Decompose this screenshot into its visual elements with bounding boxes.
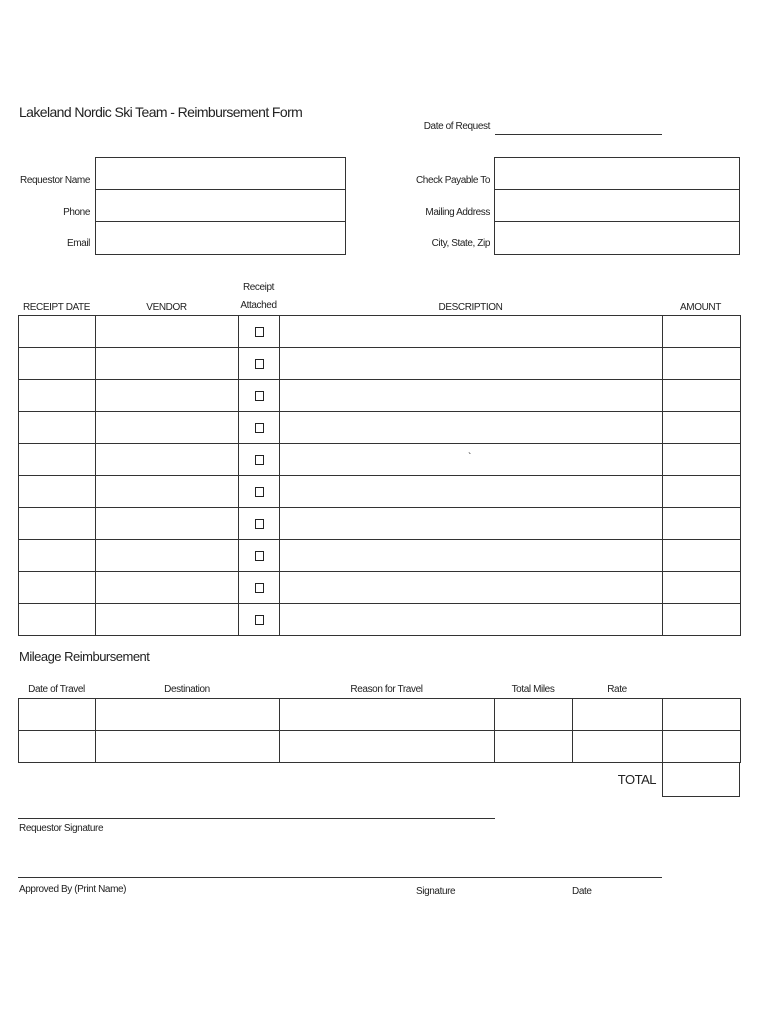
approval-line[interactable] xyxy=(18,877,662,878)
mailing-address-field[interactable] xyxy=(494,189,740,222)
total-amount-field[interactable] xyxy=(662,762,740,797)
vendor-cell[interactable] xyxy=(95,443,239,476)
vendor-cell[interactable] xyxy=(95,475,239,508)
vendor-cell[interactable] xyxy=(95,315,239,348)
receipt-attached-cell[interactable] xyxy=(238,475,280,508)
description-cell[interactable] xyxy=(279,347,663,380)
receipt-date-header: RECEIPT DATE xyxy=(22,302,91,313)
receipt-attached-checkbox[interactable] xyxy=(255,455,264,465)
requestor-name-label: Requestor Name xyxy=(20,175,90,186)
receipt-attached-cell[interactable] xyxy=(238,347,280,380)
receipt-attached-checkbox[interactable] xyxy=(255,583,264,593)
check-payable-label: Check Payable To xyxy=(415,175,490,186)
amount-cell[interactable] xyxy=(662,603,741,636)
reason-header: Reason for Travel xyxy=(350,684,423,695)
receipt-attached-cell[interactable] xyxy=(238,571,280,604)
email-field[interactable] xyxy=(95,221,346,255)
receipt-attached-checkbox[interactable] xyxy=(255,487,264,497)
receipt-attached-cell[interactable] xyxy=(238,315,280,348)
receipt-attached-cell[interactable] xyxy=(238,379,280,412)
vendor-cell[interactable] xyxy=(95,539,239,572)
mileage-date-header: Date of Travel xyxy=(28,684,85,695)
destination-header: Destination xyxy=(164,684,210,695)
receipt-attached-cell[interactable] xyxy=(238,603,280,636)
reason-cell[interactable] xyxy=(279,730,495,763)
receipt-date-cell[interactable] xyxy=(18,603,96,636)
vendor-cell[interactable] xyxy=(95,379,239,412)
amount-cell[interactable] xyxy=(662,571,741,604)
reason-cell[interactable] xyxy=(279,698,495,731)
rate-header: Rate xyxy=(607,684,627,695)
description-cell[interactable] xyxy=(279,379,663,412)
rate-cell[interactable] xyxy=(572,730,663,763)
requestor-signature-label: Requestor Signature xyxy=(19,823,104,834)
check-payable-field[interactable] xyxy=(494,157,740,190)
approved-by-label: Approved By (Print Name) xyxy=(19,884,127,895)
receipt-attached-header-line1: Receipt xyxy=(242,282,275,293)
receipt-date-cell[interactable] xyxy=(18,347,96,380)
city-state-zip-field[interactable] xyxy=(494,221,740,255)
receipt-attached-cell[interactable] xyxy=(238,507,280,540)
destination-cell[interactable] xyxy=(95,730,280,763)
total-miles-cell[interactable] xyxy=(494,698,573,731)
stray-mark: ` xyxy=(468,452,471,463)
date-of-request-field[interactable] xyxy=(495,134,662,135)
amount-cell[interactable] xyxy=(662,379,741,412)
city-state-zip-label: City, State, Zip xyxy=(431,238,490,249)
rate-cell[interactable] xyxy=(572,698,663,731)
description-cell[interactable] xyxy=(279,539,663,572)
vendor-cell[interactable] xyxy=(95,507,239,540)
date-label: Date xyxy=(572,886,592,897)
amount-cell[interactable] xyxy=(662,539,741,572)
amount-cell[interactable] xyxy=(662,411,741,444)
mileage-section-title: Mileage Reimbursement xyxy=(19,649,150,664)
requestor-signature-line[interactable] xyxy=(18,818,495,819)
receipt-attached-cell[interactable] xyxy=(238,539,280,572)
total-miles-header: Total Miles xyxy=(511,684,555,695)
receipt-attached-checkbox[interactable] xyxy=(255,391,264,401)
receipt-date-cell[interactable] xyxy=(18,475,96,508)
receipt-date-cell[interactable] xyxy=(18,571,96,604)
amount-header: AMOUNT xyxy=(680,302,721,313)
description-cell[interactable] xyxy=(279,443,663,476)
vendor-header: VENDOR xyxy=(146,302,187,313)
total-label: TOTAL xyxy=(617,772,656,787)
receipt-attached-cell[interactable] xyxy=(238,411,280,444)
requestor-name-field[interactable] xyxy=(95,157,346,190)
description-cell[interactable] xyxy=(279,411,663,444)
destination-cell[interactable] xyxy=(95,698,280,731)
vendor-cell[interactable] xyxy=(95,571,239,604)
phone-label: Phone xyxy=(63,207,90,218)
receipt-attached-checkbox[interactable] xyxy=(255,615,264,625)
description-cell[interactable] xyxy=(279,475,663,508)
receipt-attached-checkbox[interactable] xyxy=(255,423,264,433)
vendor-cell[interactable] xyxy=(95,603,239,636)
receipt-date-cell[interactable] xyxy=(18,379,96,412)
amount-cell[interactable] xyxy=(662,315,741,348)
receipt-date-cell[interactable] xyxy=(18,539,96,572)
receipt-attached-checkbox[interactable] xyxy=(255,551,264,561)
receipt-date-cell[interactable] xyxy=(18,411,96,444)
amount-cell[interactable] xyxy=(662,507,741,540)
vendor-cell[interactable] xyxy=(95,347,239,380)
amount-cell[interactable] xyxy=(662,347,741,380)
receipt-date-cell[interactable] xyxy=(18,315,96,348)
receipt-attached-checkbox[interactable] xyxy=(255,327,264,337)
receipt-attached-checkbox[interactable] xyxy=(255,519,264,529)
receipt-attached-header-line2: Attached xyxy=(240,300,277,311)
mailing-address-label: Mailing Address xyxy=(425,207,490,218)
amount-cell[interactable] xyxy=(662,475,741,508)
mileage-amount-cell[interactable] xyxy=(662,730,741,763)
receipt-date-cell[interactable] xyxy=(18,443,96,476)
email-label: Email xyxy=(66,238,90,249)
description-cell[interactable] xyxy=(279,315,663,348)
description-cell[interactable] xyxy=(279,603,663,636)
date-of-request-label: Date of Request xyxy=(423,121,490,132)
amount-cell[interactable] xyxy=(662,443,741,476)
phone-field[interactable] xyxy=(95,189,346,222)
receipt-attached-checkbox[interactable] xyxy=(255,359,264,369)
description-cell[interactable] xyxy=(279,571,663,604)
receipt-date-cell[interactable] xyxy=(18,507,96,540)
description-cell[interactable] xyxy=(279,507,663,540)
travel-date-cell[interactable] xyxy=(18,698,96,731)
signature-label: Signature xyxy=(416,886,456,897)
travel-date-cell[interactable] xyxy=(18,730,96,763)
description-header: DESCRIPTION xyxy=(438,302,503,313)
mileage-amount-cell[interactable] xyxy=(662,698,741,731)
form-title: Lakeland Nordic Ski Team - Reimbursement Form xyxy=(19,104,303,120)
total-miles-cell[interactable] xyxy=(494,730,573,763)
receipt-attached-cell[interactable] xyxy=(238,443,280,476)
vendor-cell[interactable] xyxy=(95,411,239,444)
